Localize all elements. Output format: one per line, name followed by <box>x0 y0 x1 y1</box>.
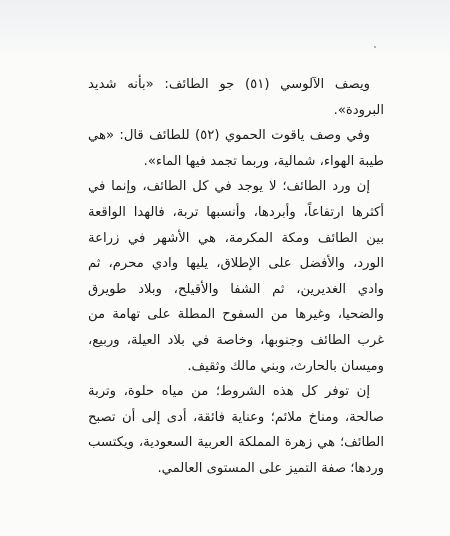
paragraph-conditions: إن توفر كل هذه الشروط؛ من مياه حلوة، وتربة صالحة، ومناخ ملائم؛ وعناية فائقة، أدى إلى أن تصبح الطائف؛ هي زهرة المملكة العربية السعودية، ويكتسب وردها؛ صفة التميز على المستوى العالمي. <box>88 384 384 476</box>
paragraph-aloosi: ويصف الآلوسي (٥١) جو الطائف: «بأنه شديد البرودة». <box>88 77 384 118</box>
paragraph-taif-rose: إن ورد الطائف؛ لا يوجد في كل الطائف، وإنما في أكثرها ارتفاعاً، وأبردها، وأنسبها تربة، فالهدا الواقعة بين الطائف ومكة المكرمة، هي الأشهر في زراعة الورد، والأفضل على الإطلاق، يليها وادي محرم، ثم وادي الغديرين، ثم الشفا والأقيلح، وبلاد طويرق والضحيا، وغيرها من السفوح المطلة على تهامة من غرب الطائف وجنوبها، وخاصة في بلاد العيلة، وربيع، وميسان بالحارث، وبني مالك وثقيف. <box>88 179 384 374</box>
paragraph-yaqut: وفي وصف ياقوت الحموي (٥٢) للطائف قال: «هي طيبة الهواء، شمالية، وربما تجمد فيها الماء». <box>88 128 384 169</box>
body-text <box>88 72 384 482</box>
page-shadow <box>0 0 450 60</box>
speck-mark <box>374 46 376 48</box>
